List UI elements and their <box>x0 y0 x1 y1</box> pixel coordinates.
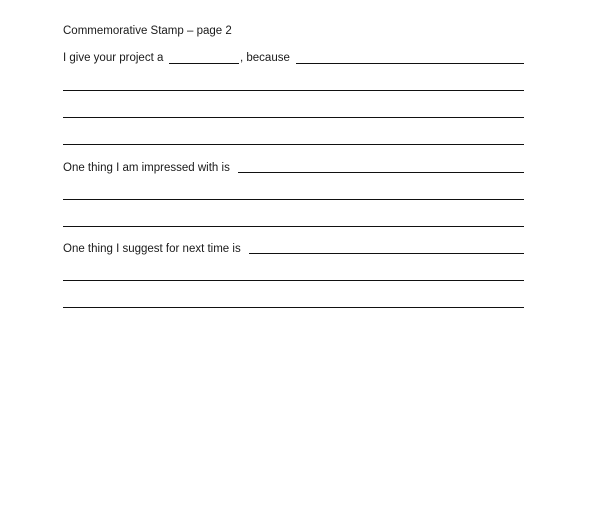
suggest-answer-line[interactable] <box>249 253 524 254</box>
because-answer-line-3[interactable] <box>63 117 524 118</box>
impressed-prompt: One thing I am impressed with is <box>63 162 230 174</box>
worksheet-title: Commemorative Stamp – page 2 <box>63 25 232 37</box>
rating-blank-line[interactable] <box>169 63 239 64</box>
because-answer-line-2[interactable] <box>63 90 524 91</box>
suggest-answer-line-3[interactable] <box>63 307 524 308</box>
impressed-answer-line-2[interactable] <box>63 199 524 200</box>
impressed-answer-line-3[interactable] <box>63 226 524 227</box>
rating-prompt-prefix: I give your project a <box>63 52 164 64</box>
rating-prompt-suffix: , because <box>240 52 290 64</box>
suggest-prompt: One thing I suggest for next time is <box>63 243 241 255</box>
because-answer-line[interactable] <box>296 63 524 64</box>
because-answer-line-4[interactable] <box>63 144 524 145</box>
impressed-answer-line[interactable] <box>238 172 524 173</box>
suggest-answer-line-2[interactable] <box>63 280 524 281</box>
